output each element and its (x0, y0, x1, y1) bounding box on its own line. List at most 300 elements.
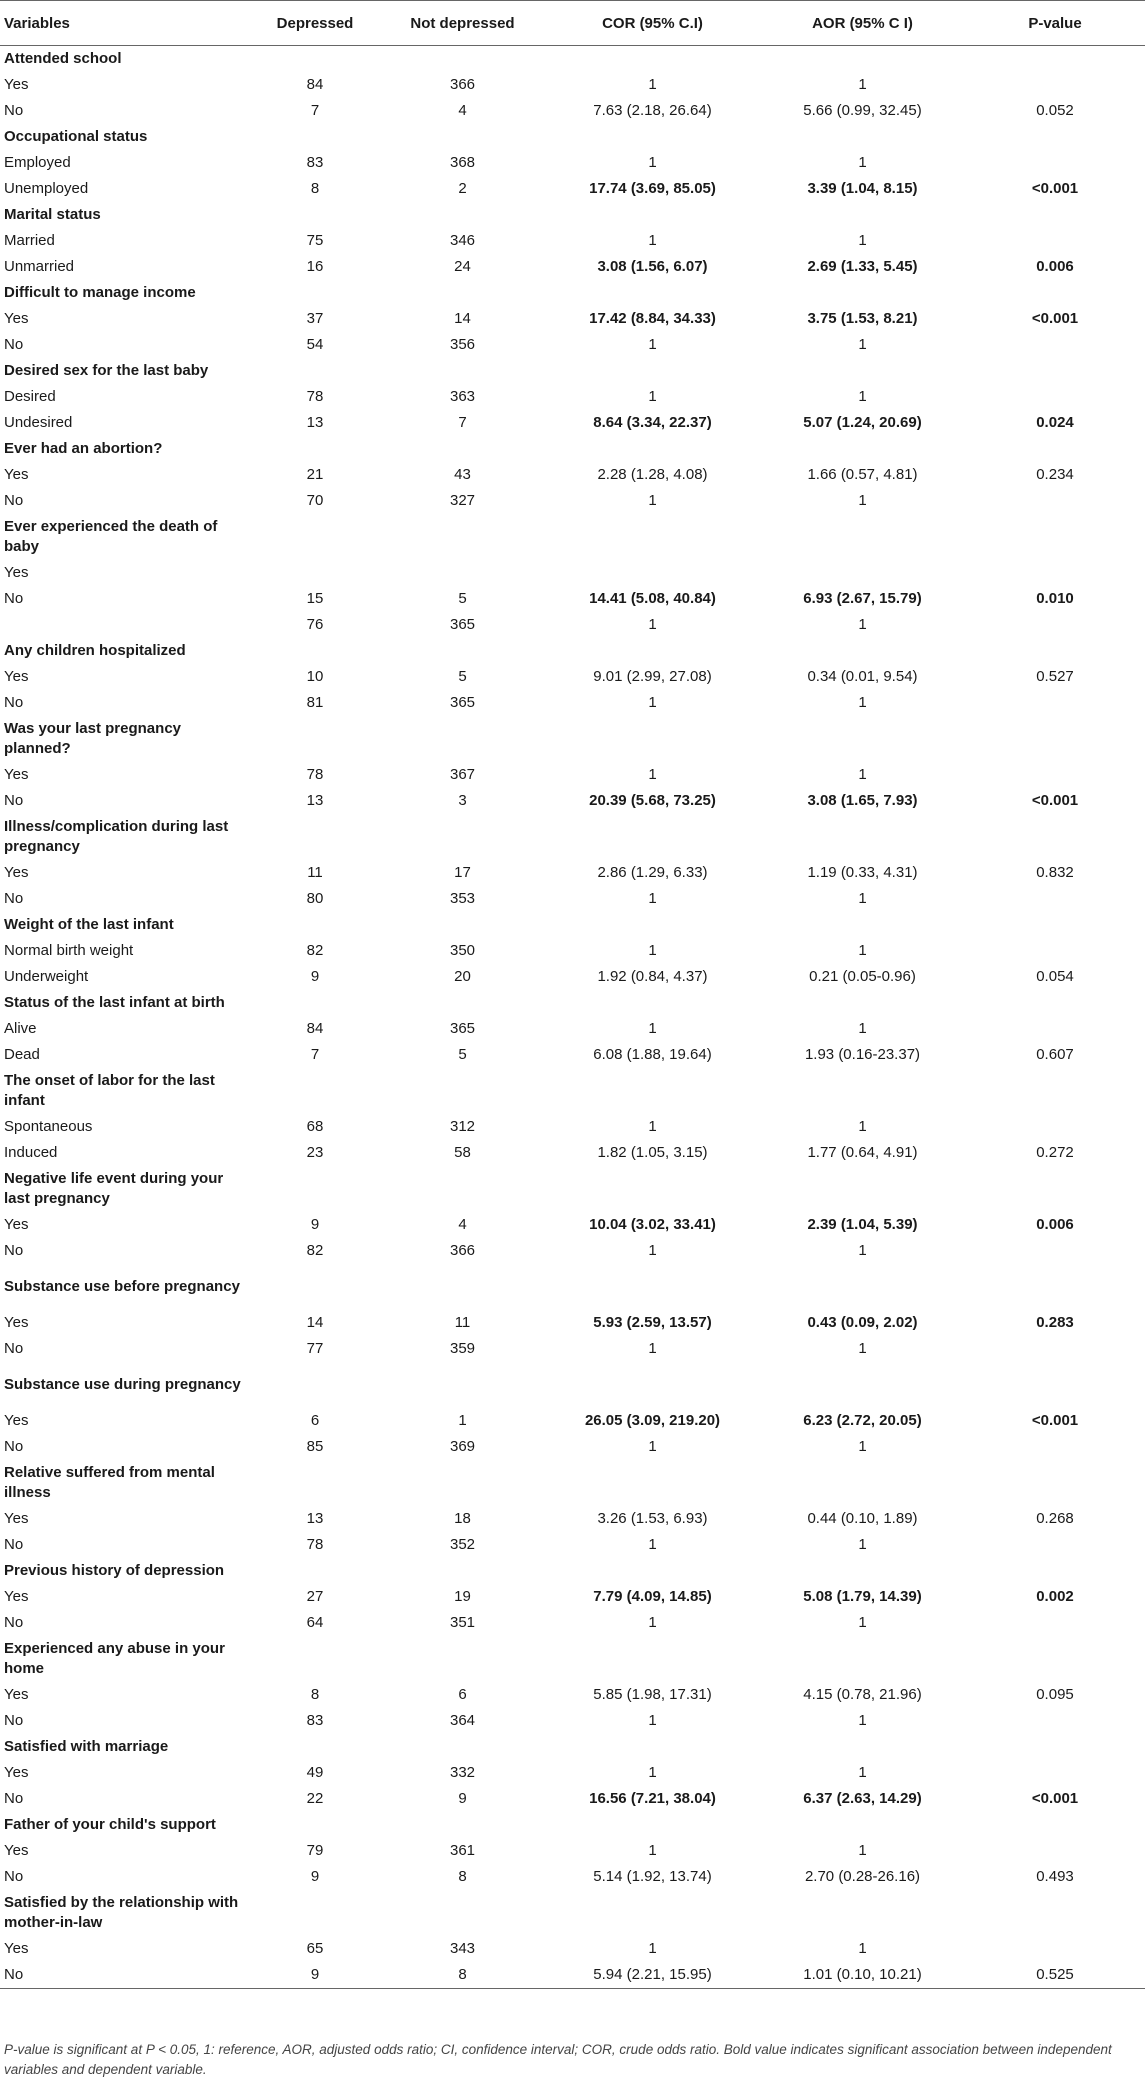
header-aor: AOR (95% C I) (760, 1, 965, 46)
cor-cell: 1 (648, 890, 657, 907)
depressed-cell: 9 (310, 968, 320, 985)
empty-cell (760, 716, 965, 762)
not-depressed-cell: 8 (380, 1962, 545, 1989)
section-row (0, 1734, 1145, 1760)
table-row (0, 1936, 1145, 1962)
empty-cell (965, 1068, 1145, 1114)
cor-cell: 1 (648, 154, 657, 171)
empty-cell (545, 358, 760, 384)
category-cell: Yes (4, 564, 29, 581)
section-label: Ever had an abortion? (4, 440, 163, 457)
empty-cell (760, 280, 965, 306)
depressed-cell: 7 (310, 1046, 320, 1063)
p-value-cell (965, 1336, 1145, 1362)
p-value-cell: 0.268 (1036, 1510, 1074, 1527)
aor-cell: 0.44 (0.10, 1.89) (807, 1510, 918, 1527)
category-cell: Yes (4, 668, 29, 685)
empty-cell (380, 1558, 545, 1584)
empty-cell (965, 1166, 1145, 1212)
not-depressed-cell: 7 (458, 414, 467, 431)
category-cell: Yes (4, 1216, 29, 1233)
section-row (0, 638, 1145, 664)
p-value-cell (965, 612, 1145, 638)
not-depressed-cell: 2 (458, 180, 467, 197)
aor-cell: 1 (858, 388, 867, 405)
empty-cell (380, 124, 545, 150)
depressed-cell: 9 (310, 1868, 320, 1885)
empty-cell (965, 436, 1145, 462)
empty-cell (250, 716, 380, 762)
table-row (0, 1408, 1145, 1434)
depressed-cell: 84 (306, 76, 324, 93)
section-row (0, 436, 1145, 462)
table-row (0, 1212, 1145, 1238)
category-cell: Yes (4, 1764, 29, 1781)
aor-cell: 4.15 (0.78, 21.96) (803, 1686, 922, 1703)
not-depressed-cell: 361 (449, 1842, 476, 1859)
category-cell: Yes (4, 76, 29, 93)
empty-cell (545, 1362, 760, 1408)
category-cell: Yes (4, 1686, 29, 1703)
not-depressed-cell: 352 (449, 1536, 476, 1553)
depressed-cell: 82 (306, 1242, 324, 1259)
table-row (0, 1434, 1145, 1460)
not-depressed-cell: 58 (454, 1144, 471, 1161)
empty-cell (380, 1890, 545, 1936)
depressed-cell: 54 (306, 336, 324, 353)
cor-cell: 1.82 (1.05, 3.15) (597, 1144, 708, 1161)
not-depressed-cell: 365 (449, 694, 476, 711)
empty-cell (965, 1558, 1145, 1584)
table-row (0, 98, 1145, 124)
empty-cell (965, 514, 1145, 560)
depressed-cell: 81 (306, 694, 324, 711)
empty-cell (250, 1734, 380, 1760)
table-row (0, 306, 1145, 332)
not-depressed-cell: 8 (458, 1868, 467, 1885)
not-depressed-cell: 365 (449, 616, 476, 633)
cor-cell: 1 (648, 1712, 657, 1729)
depressed-cell: 80 (306, 890, 324, 907)
empty-cell (545, 1264, 760, 1310)
section-row (0, 1264, 1145, 1310)
empty-cell (545, 912, 760, 938)
cor-cell: 1 (648, 1242, 657, 1259)
empty-cell (250, 1812, 380, 1838)
category-cell: Yes (4, 1314, 29, 1331)
empty-cell (380, 1636, 545, 1682)
depressed-cell: 68 (306, 1118, 324, 1135)
empty-cell (545, 46, 760, 73)
aor-cell: 3.08 (1.65, 7.93) (807, 792, 918, 809)
empty-cell (545, 716, 760, 762)
cor-cell: 10.04 (3.02, 33.41) (589, 1216, 716, 1233)
table-row (0, 228, 1145, 254)
category-cell: Yes (4, 466, 29, 483)
p-value-cell: 0.006 (1036, 258, 1074, 275)
category-cell: Dead (4, 1046, 40, 1063)
depressed-cell: 8 (310, 1686, 320, 1703)
table-row (0, 1140, 1145, 1166)
section-label: Status of the last infant at birth (4, 994, 225, 1011)
empty-cell (380, 1068, 545, 1114)
section-row (0, 280, 1145, 306)
table-row (0, 1610, 1145, 1636)
depressed-cell: 11 (307, 864, 323, 881)
category-cell: No (4, 890, 24, 907)
section-row (0, 716, 1145, 762)
cor-cell: 8.64 (3.34, 22.37) (593, 414, 712, 431)
table-row (0, 586, 1145, 612)
category-cell: Yes (4, 1940, 29, 1957)
cor-cell: 2.86 (1.29, 6.33) (597, 864, 708, 881)
p-value-cell: <0.001 (1031, 180, 1079, 197)
p-value-cell: 0.832 (1036, 864, 1074, 881)
table-row (0, 72, 1145, 98)
category-cell: Yes (4, 864, 29, 881)
cor-cell: 5.85 (1.98, 17.31) (593, 1686, 712, 1703)
aor-cell: 1 (858, 766, 867, 783)
depressed-cell: 13 (306, 792, 324, 809)
depressed-cell: 13 (306, 414, 324, 431)
section-row (0, 1362, 1145, 1408)
depressed-cell: 79 (306, 1842, 324, 1859)
cor-cell: 7.63 (2.18, 26.64) (593, 102, 712, 119)
empty-cell (965, 124, 1145, 150)
empty-cell (965, 1460, 1145, 1506)
p-value-cell (965, 762, 1145, 788)
not-depressed-cell: 346 (449, 232, 476, 249)
empty-cell (250, 514, 380, 560)
section-label: Difficult to manage income (4, 284, 196, 301)
empty-cell (965, 1264, 1145, 1310)
p-value-cell (965, 1238, 1145, 1264)
empty-cell (760, 1734, 965, 1760)
cor-cell: 1 (648, 766, 657, 783)
section-row (0, 358, 1145, 384)
depressed-cell (250, 560, 380, 586)
depressed-cell: 6 (310, 1412, 320, 1429)
depressed-cell: 37 (306, 310, 324, 327)
category-cell: No (4, 792, 24, 809)
empty-cell (760, 1460, 965, 1506)
depressed-cell: 16 (306, 258, 324, 275)
section-row (0, 814, 1145, 860)
empty-cell (760, 912, 965, 938)
table-row (0, 384, 1145, 410)
section-label: Desired sex for the last baby (4, 362, 209, 379)
empty-cell (250, 1558, 380, 1584)
section-label: Negative life event during your last pregnancy (4, 1170, 224, 1207)
aor-cell: 2.39 (1.04, 5.39) (807, 1216, 918, 1233)
depressed-cell: 8 (310, 180, 320, 197)
empty-cell (380, 1734, 545, 1760)
aor-cell: 1 (858, 942, 867, 959)
section-label: Occupational status (4, 128, 148, 145)
aor-cell: 1.19 (0.33, 4.31) (807, 864, 918, 881)
p-value-cell (965, 332, 1145, 358)
aor-cell: 1.01 (0.10, 10.21) (760, 1962, 965, 1989)
p-value-cell: 0.527 (1036, 668, 1074, 685)
empty-cell (965, 1812, 1145, 1838)
cor-cell: 5.14 (1.92, 13.74) (593, 1868, 712, 1885)
category-cell: Yes (4, 1412, 29, 1429)
aor-cell: 6.93 (2.67, 15.79) (803, 590, 922, 607)
section-row (0, 1558, 1145, 1584)
table-row (0, 1532, 1145, 1558)
section-label: Father of your child's support (4, 1816, 216, 1833)
not-depressed-cell: 365 (449, 1020, 476, 1037)
aor-cell: 1 (858, 154, 867, 171)
category-cell: No (4, 1242, 24, 1259)
table-row (0, 150, 1145, 176)
section-row (0, 124, 1145, 150)
not-depressed-cell: 4 (458, 1216, 467, 1233)
not-depressed-cell: 332 (449, 1764, 476, 1781)
empty-cell (250, 202, 380, 228)
p-value-cell (965, 1016, 1145, 1042)
category-cell: No (4, 1614, 24, 1631)
empty-cell (250, 1362, 380, 1408)
category-cell: Normal birth weight (4, 942, 134, 959)
p-value-cell (965, 1708, 1145, 1734)
not-depressed-cell: 4 (458, 102, 467, 119)
aor-cell: 1 (858, 1340, 867, 1357)
aor-cell: 1 (858, 76, 867, 93)
category-cell: No (4, 1340, 24, 1357)
category-cell (0, 612, 250, 638)
cor-cell: 3.26 (1.53, 6.93) (597, 1510, 708, 1527)
empty-cell (250, 912, 380, 938)
category-cell: Married (4, 232, 55, 249)
empty-cell (545, 1636, 760, 1682)
empty-cell (380, 716, 545, 762)
depressed-cell: 49 (306, 1764, 324, 1781)
header-row (0, 1, 1145, 46)
p-value-cell (965, 1434, 1145, 1460)
empty-cell (965, 1636, 1145, 1682)
p-value-cell (965, 1760, 1145, 1786)
header-not-depressed: Not depressed (380, 1, 545, 46)
cor-cell: 1 (648, 388, 657, 405)
not-depressed-cell: 327 (449, 492, 476, 509)
empty-cell (380, 638, 545, 664)
category-cell: Induced (4, 1144, 58, 1161)
aor-cell: 5.66 (0.99, 32.45) (803, 102, 922, 119)
p-value-cell: <0.001 (1031, 1790, 1079, 1807)
empty-cell (760, 46, 965, 73)
category-cell: No (4, 102, 24, 119)
aor-cell: 1 (858, 1118, 867, 1135)
empty-cell (760, 1812, 965, 1838)
section-row (0, 1460, 1145, 1506)
aor-cell: 6.37 (2.63, 14.29) (803, 1790, 922, 1807)
aor-cell: 1 (858, 1614, 867, 1631)
not-depressed-cell (380, 560, 545, 586)
category-cell: Desired (4, 388, 56, 405)
section-label: Attended school (4, 50, 122, 67)
not-depressed-cell: 366 (449, 76, 476, 93)
category-cell: Yes (4, 1588, 29, 1605)
aor-cell: 2.69 (1.33, 5.45) (807, 258, 918, 275)
empty-cell (545, 436, 760, 462)
not-depressed-cell: 14 (454, 310, 471, 327)
category-cell: Employed (4, 154, 71, 171)
aor-cell: 1 (858, 1712, 867, 1729)
p-value-cell (965, 690, 1145, 716)
table-row (0, 664, 1145, 690)
section-label: Marital status (4, 206, 101, 223)
not-depressed-cell: 6 (458, 1686, 467, 1703)
section-row (0, 1890, 1145, 1936)
empty-cell (760, 124, 965, 150)
aor-cell: 1 (858, 1764, 867, 1781)
depressed-cell: 83 (306, 154, 324, 171)
depressed-cell: 65 (306, 1940, 324, 1957)
table-row (0, 762, 1145, 788)
not-depressed-cell: 363 (449, 388, 476, 405)
p-value-cell: 0.052 (1036, 102, 1074, 119)
empty-cell (250, 1068, 380, 1114)
not-depressed-cell: 312 (449, 1118, 476, 1135)
section-row (0, 202, 1145, 228)
cor-cell: 7.79 (4.09, 14.85) (593, 1588, 712, 1605)
table-row (0, 254, 1145, 280)
empty-cell (545, 990, 760, 1016)
depressed-cell: 78 (306, 388, 324, 405)
cor-cell: 1 (648, 1340, 657, 1357)
not-depressed-cell: 366 (449, 1242, 476, 1259)
p-value-cell (965, 938, 1145, 964)
section-label: Substance use during pregnancy (4, 1376, 241, 1393)
not-depressed-cell: 353 (449, 890, 476, 907)
category-cell: Underweight (4, 968, 89, 985)
depressed-cell: 21 (306, 466, 324, 483)
depressed-cell: 82 (306, 942, 324, 959)
depressed-cell: 22 (306, 1790, 324, 1807)
empty-cell (965, 716, 1145, 762)
not-depressed-cell: 356 (449, 336, 476, 353)
empty-cell (545, 124, 760, 150)
not-depressed-cell: 364 (449, 1712, 476, 1729)
not-depressed-cell: 1 (458, 1412, 467, 1429)
not-depressed-cell: 5 (458, 590, 467, 607)
table-row (0, 1786, 1145, 1812)
empty-cell (250, 436, 380, 462)
section-row (0, 514, 1145, 560)
p-value-cell (965, 560, 1145, 586)
not-depressed-cell: 5 (458, 1046, 467, 1063)
empty-cell (250, 358, 380, 384)
empty-cell (760, 436, 965, 462)
cor-cell: 1 (648, 616, 657, 633)
cor-cell: 1 (648, 942, 657, 959)
not-depressed-cell: 19 (454, 1588, 471, 1605)
table-row (0, 1238, 1145, 1264)
not-depressed-cell: 17 (454, 864, 471, 881)
empty-cell (250, 280, 380, 306)
p-value-cell: 0.002 (1036, 1588, 1074, 1605)
cor-cell: 1 (648, 1438, 657, 1455)
p-value-cell (965, 886, 1145, 912)
empty-cell (250, 1264, 380, 1310)
not-depressed-cell: 367 (449, 766, 476, 783)
empty-cell (760, 1362, 965, 1408)
cor-cell: 1 (648, 1940, 657, 1957)
category-cell: Undesired (4, 414, 73, 431)
p-value-cell (965, 384, 1145, 410)
empty-cell (380, 990, 545, 1016)
depressed-cell: 75 (306, 232, 324, 249)
empty-cell (250, 124, 380, 150)
category-cell: No (4, 1868, 24, 1885)
table-row (0, 410, 1145, 436)
empty-cell (250, 1636, 380, 1682)
cor-cell: 9.01 (2.99, 27.08) (593, 668, 712, 685)
empty-cell (965, 358, 1145, 384)
depressed-cell: 7 (310, 102, 320, 119)
table-footnote: P-value is significant at P < 0.05, 1: reference, AOR, adjusted odds ratio; CI, confidence interval; COR, crude odds ratio. Bold value indicates significant association between independent variables and dependent variable. (4, 2042, 1112, 2077)
cor-cell: 20.39 (5.68, 73.25) (589, 792, 716, 809)
empty-cell (250, 990, 380, 1016)
empty-cell (965, 912, 1145, 938)
p-value-cell: 0.024 (1036, 414, 1074, 431)
p-value-cell: 0.234 (1036, 466, 1074, 483)
empty-cell (250, 1460, 380, 1506)
empty-cell (760, 1264, 965, 1310)
not-depressed-cell: 368 (449, 154, 476, 171)
section-label: Previous history of depression (4, 1562, 225, 1579)
table-row (0, 560, 1145, 586)
depressed-cell: 84 (306, 1020, 324, 1037)
p-value-cell: 0.272 (1036, 1144, 1074, 1161)
section-label: Experienced any abuse in your home (4, 1640, 225, 1677)
cor-cell: 17.42 (8.84, 34.33) (589, 310, 716, 327)
aor-cell: 2.70 (0.28-26.16) (804, 1868, 921, 1885)
aor-cell: 1 (858, 336, 867, 353)
header-cor: COR (95% C.I) (545, 1, 760, 46)
empty-cell (380, 912, 545, 938)
empty-cell (965, 638, 1145, 664)
depressed-cell: 14 (306, 1314, 324, 1331)
empty-cell (380, 814, 545, 860)
empty-cell (380, 46, 545, 73)
aor-cell: 1 (858, 1536, 867, 1553)
cor-cell: 3.08 (1.56, 6.07) (597, 258, 708, 275)
empty-cell (545, 514, 760, 560)
p-value-cell (965, 1936, 1145, 1962)
empty-cell (380, 1460, 545, 1506)
depressed-cell: 78 (306, 1536, 324, 1553)
p-value-cell: 0.095 (1036, 1686, 1074, 1703)
not-depressed-cell: 343 (449, 1940, 476, 1957)
aor-cell: 3.75 (1.53, 8.21) (807, 310, 918, 327)
table-row (0, 612, 1145, 638)
table-row (0, 1336, 1145, 1362)
aor-cell: 0.21 (0.05-0.96) (809, 968, 916, 985)
section-label: Illness/complication during last pregnancy (4, 818, 229, 855)
empty-cell (760, 1558, 965, 1584)
cor-cell: 1 (648, 76, 657, 93)
section-row (0, 1812, 1145, 1838)
empty-cell (760, 202, 965, 228)
aor-cell: 0.43 (0.09, 2.02) (807, 1314, 918, 1331)
table-row (0, 1042, 1145, 1068)
aor-cell: 1 (858, 694, 867, 711)
category-cell: Spontaneous (4, 1118, 93, 1135)
cor-cell: 5.94 (2.21, 15.95) (545, 1962, 760, 1989)
section-label: Substance use before pregnancy (4, 1278, 240, 1295)
